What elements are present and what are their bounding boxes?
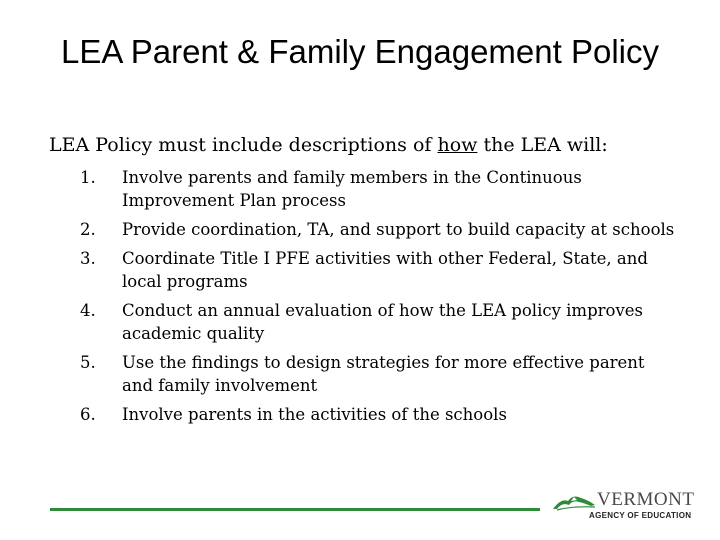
intro-before: LEA Policy must include descriptions of bbox=[49, 134, 438, 156]
slide-title: LEA Parent & Family Engagement Policy bbox=[61, 33, 659, 70]
logo-agency: AGENCY OF EDUCATION bbox=[589, 511, 692, 520]
logo-name: VERMONT bbox=[597, 489, 695, 510]
list-item-text: Conduct an annual evaluation of how the LEA policy improves academic quality bbox=[122, 301, 644, 343]
list-item bbox=[80, 247, 680, 293]
list-item-number: 1. bbox=[80, 168, 96, 187]
requirements-list bbox=[80, 166, 680, 432]
list-item-number: 2. bbox=[80, 220, 96, 239]
intro-underlined-word: how bbox=[437, 134, 478, 156]
list-item bbox=[80, 299, 680, 345]
list-item bbox=[80, 218, 680, 241]
list-item bbox=[80, 351, 680, 397]
list-item-text: Involve parents and family members in the Continuous Improvement Plan process bbox=[122, 168, 582, 210]
list-item bbox=[80, 166, 680, 212]
list-item-text: Provide coordination, TA, and support to build capacity at schools bbox=[122, 220, 675, 239]
list-item-number: 5. bbox=[80, 353, 96, 372]
list-item-number: 4. bbox=[80, 301, 96, 320]
intro-text bbox=[49, 132, 689, 158]
list-item bbox=[80, 403, 680, 426]
mountain-logo-icon bbox=[551, 489, 599, 513]
intro-after: the LEA will: bbox=[477, 134, 608, 156]
list-item-number: 3. bbox=[80, 249, 96, 268]
list-item-text: Use the findings to design strategies for more effective parent and family involvement bbox=[122, 353, 645, 395]
list-item-text: Coordinate Title I PFE activities with other Federal, State, and local programs bbox=[122, 249, 648, 291]
list-item-text: Involve parents in the activities of the schools bbox=[122, 405, 507, 424]
footer-divider bbox=[50, 508, 540, 511]
vermont-agency-logo bbox=[551, 489, 695, 523]
list-item-number: 6. bbox=[80, 405, 96, 424]
